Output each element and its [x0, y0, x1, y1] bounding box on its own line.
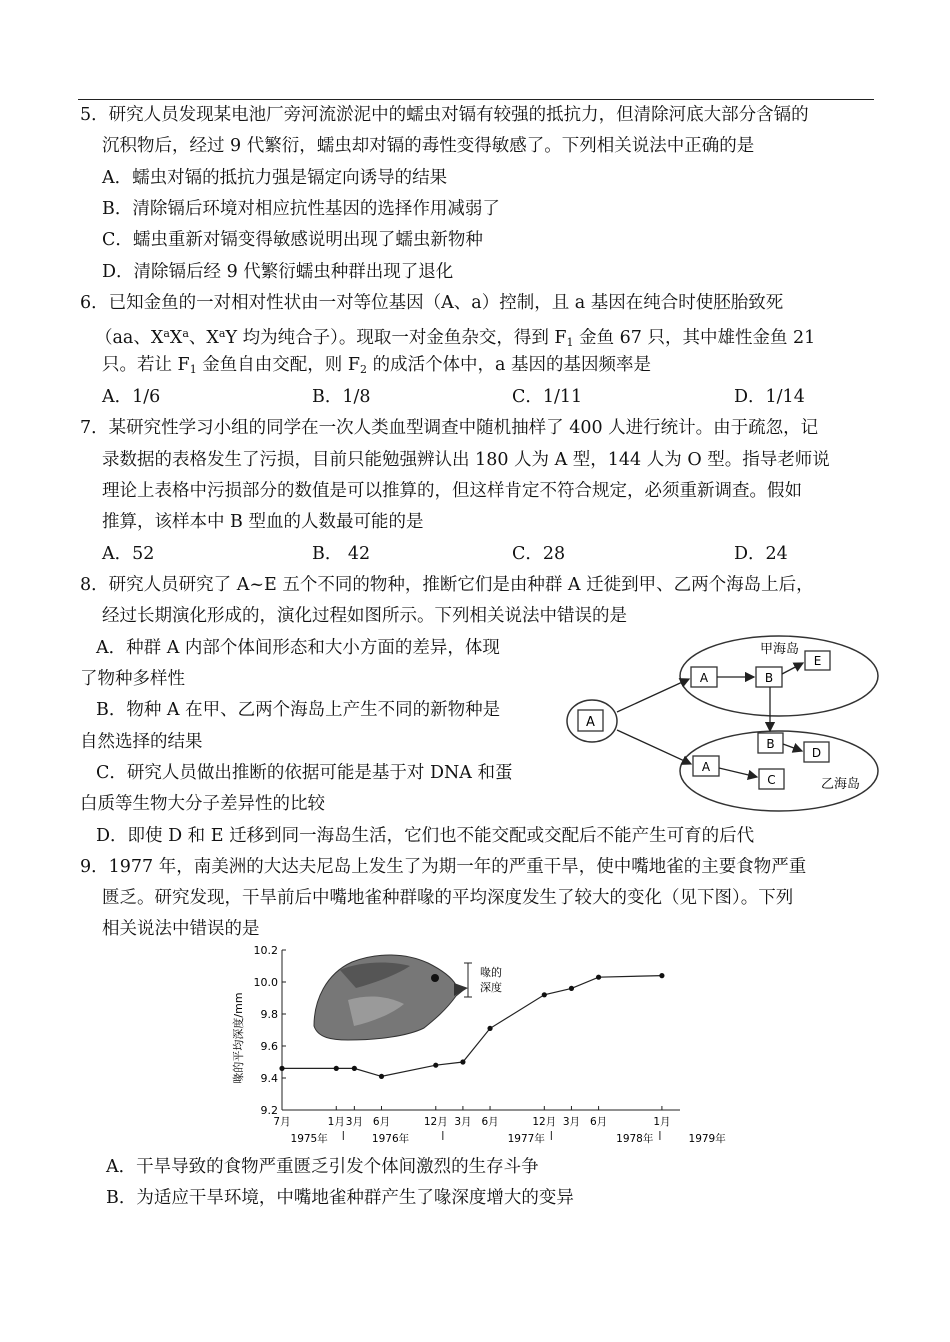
q9-option-b: B．为适应干旱环境，中嘴地雀种群产生了喙深度增大的变异	[106, 1188, 574, 1208]
island-jia	[680, 636, 878, 716]
data-point	[433, 1063, 438, 1068]
q9-stem-line-2: 匮乏。研究发现，干旱前后中嘴地雀种群喙的平均深度发生了较大的变化（见下图）。下列	[102, 888, 794, 908]
island-yi-label: 乙海岛	[821, 777, 861, 792]
x-tick-label: 7月	[273, 1116, 291, 1128]
evolution-diagram	[565, 632, 883, 818]
q8-stem-line-2: 经过长期演化形成的，演化过程如图所示。下列相关说法中错误的是	[102, 606, 627, 626]
q6-option-b: B．1/8	[312, 387, 371, 407]
y-tick-label: 10.2	[253, 944, 278, 957]
jia-node-b: B	[764, 671, 774, 685]
q8-option-d: D．即使 D 和 E 迁移到同一海岛生活，它们也不能交配或交配后不能产生可育的后代	[96, 826, 755, 846]
finch-illustration	[314, 955, 468, 1040]
jia-node-e: E	[813, 654, 822, 668]
q5-option-c: C．蠕虫重新对镉变得敏感说明出现了蠕虫新物种	[102, 230, 483, 250]
data-point	[487, 1026, 492, 1031]
q5-stem-line-2: 沉积物后，经过 9 代繁衍，蠕虫却对镉的毒性变得敏感了。下列相关说法中正确的是	[102, 136, 755, 156]
year-label: 1976年	[371, 1133, 410, 1145]
q8-option-b-line-1: B．物种 A 在甲、乙两个海岛上产生不同的新物种是	[96, 700, 501, 720]
x-tick-label: 1月	[653, 1116, 671, 1128]
x-tick-label: 3月	[345, 1116, 363, 1128]
q8-option-a-line-1: A．种群 A 内部个体间形态和大小方面的差异，体现	[96, 638, 500, 658]
data-point	[334, 1066, 339, 1071]
beak-depth-marker	[464, 963, 472, 997]
data-point	[596, 975, 601, 980]
island-yi	[680, 731, 878, 811]
q7-option-c: C．28	[512, 544, 566, 564]
header-rule	[78, 99, 874, 100]
x-tick-label: 6月	[372, 1116, 391, 1128]
q7-option-d: D．24	[734, 544, 788, 564]
data-point	[569, 986, 574, 991]
q5-stem-line-1: 5．研究人员发现某电池厂旁河流淤泥中的蠕虫对镉有较强的抵抗力，但清除河底大部分含镉的	[80, 105, 809, 125]
q6-option-a: A．1/6	[102, 387, 161, 407]
arrow-yi-b-to-d	[783, 744, 802, 751]
q8-option-c-line-1: C．研究人员做出推断的依据可能是基于对 DNA 和蛋	[96, 763, 513, 783]
beak-depth-chart	[228, 940, 726, 1155]
q8-option-b-line-2: 自然选择的结果	[80, 732, 203, 752]
jia-node-a: A	[699, 671, 709, 685]
data-point	[279, 1066, 284, 1071]
q6-option-d: D．1/14	[734, 387, 805, 407]
year-label: 1979年	[688, 1133, 726, 1145]
year-label: 1975年	[290, 1133, 328, 1145]
yi-node-d: D	[811, 746, 822, 760]
arrow-origin-to-jia	[617, 679, 689, 712]
origin-island	[567, 700, 617, 742]
y-tick-label: 9.6	[260, 1040, 278, 1053]
q8-stem-line-1: 8．研究人员研究了 A~E 五个不同的物种，推断它们是由种群 A 迁徙到甲、乙两个海岛上后，	[80, 575, 814, 595]
origin-node-a: A	[586, 715, 595, 730]
x-tick-label: 3月	[454, 1116, 472, 1128]
data-point	[659, 973, 664, 978]
yi-node-a: A	[701, 760, 711, 774]
q8-option-a-line-2: 了物种多样性	[80, 669, 185, 689]
y-axis	[254, 944, 287, 1117]
y-tick-label: 10.0	[253, 976, 278, 989]
year-label: 1977年	[507, 1133, 545, 1145]
q8-option-c-line-2: 白质等生物大分子差异性的比较	[80, 794, 325, 814]
chart-ylabel: 喙的平均深度/mm	[232, 992, 245, 1084]
q7-stem-line-1: 7．某研究性学习小组的同学在一次人类血型调查中随机抽样了 400 人进行统计。由于疏忽，记	[80, 418, 819, 438]
q6-stem-line-3: 只。若让 $F_1$ 金鱼自由交配，则 $F_2$ 的成活个体中，a 基因的基因频率是	[102, 355, 652, 376]
x-tick-label: 1月	[327, 1116, 345, 1128]
q5-option-a: A．蠕虫对镉的抵抗力强是镉定向诱导的结果	[102, 168, 448, 188]
q5-option-d: D．清除镉后经 9 代繁衍蠕虫种群出现了退化	[102, 262, 454, 282]
q6-stem-line-2: （aa、$X^aX^a$、$X^aY$ 均为纯合子）。现取一对金鱼杂交，得到 $F_1$ 金鱼 67 只，其中雄性金鱼 21	[95, 327, 816, 349]
arrow-origin-to-yi	[617, 730, 691, 764]
q6-option-c: C．1/11	[512, 387, 583, 407]
q9-option-a: A．干旱导致的食物严重匮乏引发个体间激烈的生存斗争	[106, 1157, 539, 1177]
x-tick-label: 6月	[589, 1116, 608, 1128]
data-point	[352, 1066, 357, 1071]
island-jia-label: 甲海岛	[760, 642, 800, 657]
q7-stem-line-3: 理论上表格中污损部分的数值是可以推算的，但这样肯定不符合规定，必须重新调查。假如	[102, 481, 802, 501]
q6-stem-line-1: 6．已知金鱼的一对相对性状由一对等位基因（A、a）控制，且 a 基因在纯合时使胚胎致死	[80, 293, 784, 313]
arrow-yi-a-to-c	[719, 768, 757, 777]
q7-option-b: B． 42	[312, 544, 371, 564]
data-point	[542, 992, 547, 997]
q7-option-a: A．52	[102, 544, 155, 564]
arrow-jia-b-to-e	[782, 663, 803, 674]
y-tick-label: 9.4	[260, 1072, 278, 1085]
data-point	[460, 1059, 465, 1064]
data-point	[379, 1074, 384, 1079]
q9-stem-line-3: 相关说法中错误的是	[102, 919, 260, 939]
q7-stem-line-2: 录数据的表格发生了污损，目前只能勉强辨认出 180 人为 A 型，144 人为 O 型。指导老师说	[102, 450, 830, 470]
yi-node-b: B	[766, 737, 775, 751]
inset-label-line-2: 深度	[480, 981, 502, 994]
x-tick-label: 12月	[423, 1116, 448, 1128]
y-tick-label: 9.8	[260, 1008, 278, 1021]
x-tick-label: 12月	[532, 1116, 557, 1128]
x-tick-label: 6月	[481, 1116, 499, 1128]
x-axis	[273, 1106, 726, 1145]
q5-option-b: B．清除镉后环境对相应抗性基因的选择作用减弱了	[102, 199, 500, 219]
inset-label-line-1: 喙的	[480, 966, 502, 979]
y-tick-label: 9.2	[260, 1104, 278, 1117]
q9-stem-line-1: 9．1977 年，南美洲的大达夫尼岛上发生了为期一年的严重干旱，使中嘴地雀的主要食物严重	[80, 857, 807, 877]
year-label: 1978年	[616, 1133, 654, 1145]
x-tick-label: 3月	[562, 1116, 581, 1128]
yi-node-c: C	[767, 773, 776, 787]
q7-stem-line-4: 推算，该样本中 B 型血的人数最可能的是	[102, 512, 424, 532]
